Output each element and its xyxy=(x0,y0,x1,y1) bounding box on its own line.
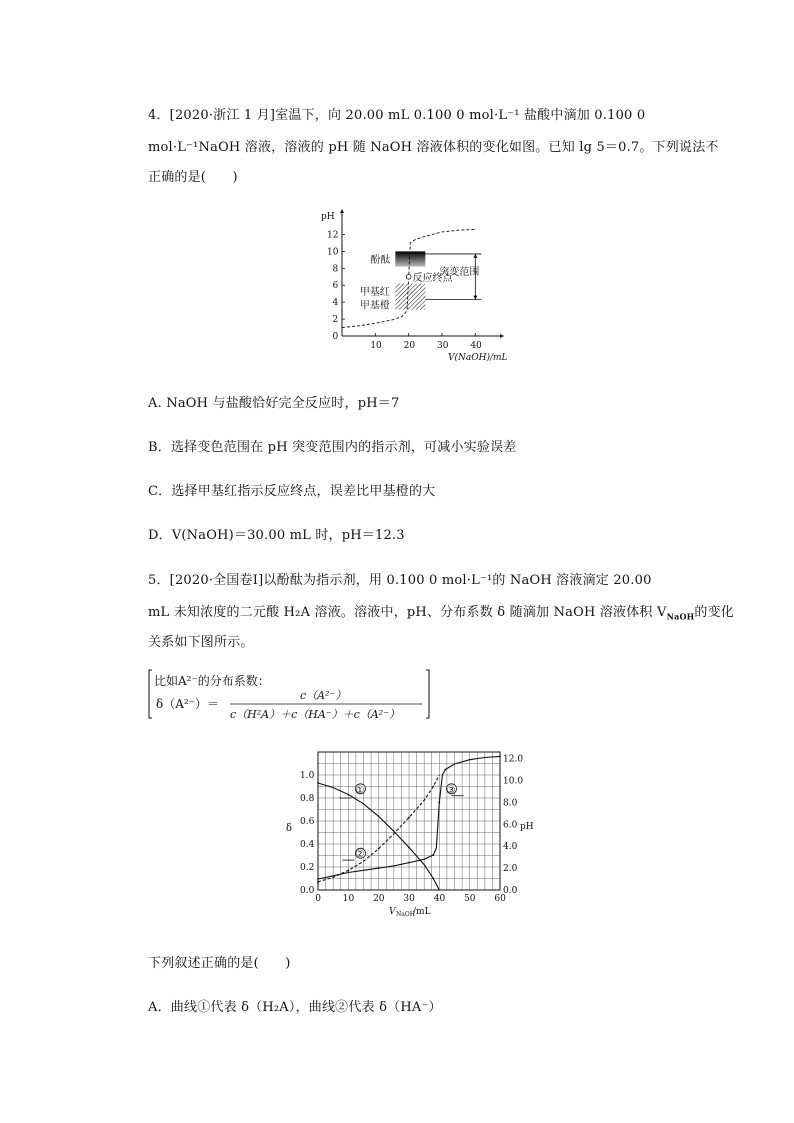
indicator-label-2: 甲基红 xyxy=(359,287,390,299)
series-3-point xyxy=(378,867,380,869)
q4-stem-line3: 正确的是( ) xyxy=(148,170,238,185)
y-left-tick-label: 0.4 xyxy=(300,840,315,850)
series-1-point xyxy=(378,816,380,818)
curve-label-1: ① xyxy=(355,784,365,796)
q4-chart xyxy=(318,208,518,366)
series-1-point xyxy=(408,847,410,849)
y-tick-label: 4 xyxy=(332,298,339,309)
q5-question: 下列叙述正确的是( ) xyxy=(148,956,291,971)
y-tick-label: 2 xyxy=(332,315,339,326)
q4-stem-line2: mol·L⁻¹NaOH 溶液，溶液的 pH 随 NaOH 溶液体积的变化如图。已知 lg 5＝0.7。下列说法不 xyxy=(148,140,719,155)
y-right-axis-label: pH xyxy=(520,822,534,832)
x-tick-label: 20 xyxy=(403,341,416,351)
x-tick-label: 0 xyxy=(315,894,321,904)
q5-formula-box xyxy=(148,668,430,720)
y-right-tick-label: 8.0 xyxy=(503,798,518,809)
q4-option-c: C．选择甲基红指示反应终点，误差比甲基橙的大 xyxy=(148,484,436,499)
q4-option-b: B．选择变色范围在 pH 突变范围内的指示剂，可减小实验误差 xyxy=(148,440,517,455)
indicator-band-1 xyxy=(395,251,425,266)
y-tick-label: 0 xyxy=(332,332,339,342)
x-tick-label: 30 xyxy=(403,894,415,904)
formula-denominator: c（H²A）＋c（HA⁻）＋c（A²⁻） xyxy=(230,708,400,721)
y-axis-arrow xyxy=(340,209,344,213)
series-3-point xyxy=(432,854,434,856)
y-left-axis-label: δ xyxy=(286,823,293,834)
x-axis-label-unit: /mL xyxy=(413,907,431,917)
q5-stem-line3: 关系如下图所示。 xyxy=(148,635,254,650)
endpoint-label: 反应终点 xyxy=(412,272,453,284)
y-right-tick-label: 6.0 xyxy=(503,820,518,831)
y-right-tick-label: 0.0 xyxy=(503,886,518,896)
y-right-tick-label: 10.0 xyxy=(503,776,524,787)
indicator-band-3 xyxy=(395,299,425,310)
indicator-label-1: 酚酞 xyxy=(370,255,391,266)
y-left-tick-label: 0.2 xyxy=(300,863,315,873)
x-tick-label: 10 xyxy=(370,341,382,351)
x-tick-label: 10 xyxy=(342,894,355,904)
formula-caption: 比如A²⁻的分布系数： xyxy=(154,674,270,688)
x-tick-label: 30 xyxy=(437,341,449,351)
x-axis-label: V(NaOH)/mL xyxy=(448,353,508,363)
y-tick-label: 6 xyxy=(332,281,339,292)
series-1-point xyxy=(317,782,319,784)
series-3-point xyxy=(499,755,501,757)
y-left-tick-label: 1.0 xyxy=(300,771,315,781)
x-tick-label: 50 xyxy=(464,894,476,904)
x-axis-arrow xyxy=(500,334,504,338)
jump-label: 突变范围 xyxy=(439,266,480,278)
y-right-tick-label: 12.0 xyxy=(503,754,524,765)
series-3-point xyxy=(469,759,471,761)
series-3-point xyxy=(317,878,319,880)
y-tick-label: 12 xyxy=(327,230,339,241)
series-2-point xyxy=(347,870,349,872)
x-tick-label: 20 xyxy=(373,894,385,904)
x-axis-label-sub: NaOH xyxy=(396,911,415,918)
series-3-point xyxy=(408,862,410,864)
q5-stem-line1: 5．[2020·全国卷Ⅰ]以酚酞为指示剂，用 0.100 0 mol·L⁻¹的 NaOH 溶液滴定 20.00 xyxy=(148,573,652,588)
y-tick-label: 8 xyxy=(332,264,339,275)
series-2-point xyxy=(408,817,410,819)
jump-arrow-bottom xyxy=(473,296,477,300)
series-3-point xyxy=(438,801,440,803)
q5-chart xyxy=(280,748,540,922)
x-tick-label: 40 xyxy=(470,341,482,351)
series-2-point xyxy=(378,848,380,850)
curve-label-3: ③ xyxy=(446,784,456,796)
jump-arrow-top xyxy=(473,254,477,258)
y-axis-label: pH xyxy=(321,212,335,222)
series-2-point xyxy=(432,786,434,788)
q5-stem-line2 xyxy=(148,601,734,622)
q4-option-a: A. NaOH 与盐酸恰好完全反应时，pH＝7 xyxy=(148,396,400,411)
x-tick-label: 40 xyxy=(433,894,446,904)
x-tick-label: 60 xyxy=(494,894,506,904)
x-axis-label: V xyxy=(389,907,396,917)
q5-stem-line2-main: mL 未知浓度的二元酸 H₂A 溶液。溶液中，pH、分布系数 δ 随滴加 NaOH 溶液体积 V xyxy=(148,605,667,620)
q5-option-a: A．曲线①代表 δ（H₂A），曲线②代表 δ（HA⁻） xyxy=(148,1000,442,1015)
y-right-tick-label: 2.0 xyxy=(503,864,518,875)
q4-option-d: D．V(NaOH)＝30.00 mL 时，pH＝12.3 xyxy=(148,528,405,543)
series-3-point xyxy=(347,872,349,874)
series-1-point xyxy=(347,794,349,796)
y-right-tick-label: 4.0 xyxy=(503,842,518,853)
y-left-tick-label: 0.0 xyxy=(300,886,315,896)
endpoint-marker xyxy=(406,274,411,279)
indicator-label-3: 甲基橙 xyxy=(359,300,390,312)
q5-stem-line2-tail: 的变化 xyxy=(694,605,734,620)
q4-stem-line1: 4．[2020·浙江 1 月]室温下，向 20.00 mL 0.100 0 mol·L⁻¹ 盐酸中滴加 0.100 0 xyxy=(148,108,646,123)
indicator-band-2 xyxy=(395,284,425,299)
formula-numerator: c（A²⁻） xyxy=(300,689,347,702)
q5-stem-line2-sub: NaOH xyxy=(666,611,695,622)
formula-lhs: δ（A²⁻）＝ xyxy=(156,697,220,711)
curve-label-2: ② xyxy=(355,849,365,861)
series-2-point xyxy=(317,881,319,883)
y-tick-label: 10 xyxy=(327,247,339,258)
series-1-point xyxy=(432,878,434,880)
series-3-point xyxy=(445,769,447,771)
y-left-tick-label: 0.6 xyxy=(300,817,315,827)
y-left-tick-label: 0.8 xyxy=(300,794,315,804)
